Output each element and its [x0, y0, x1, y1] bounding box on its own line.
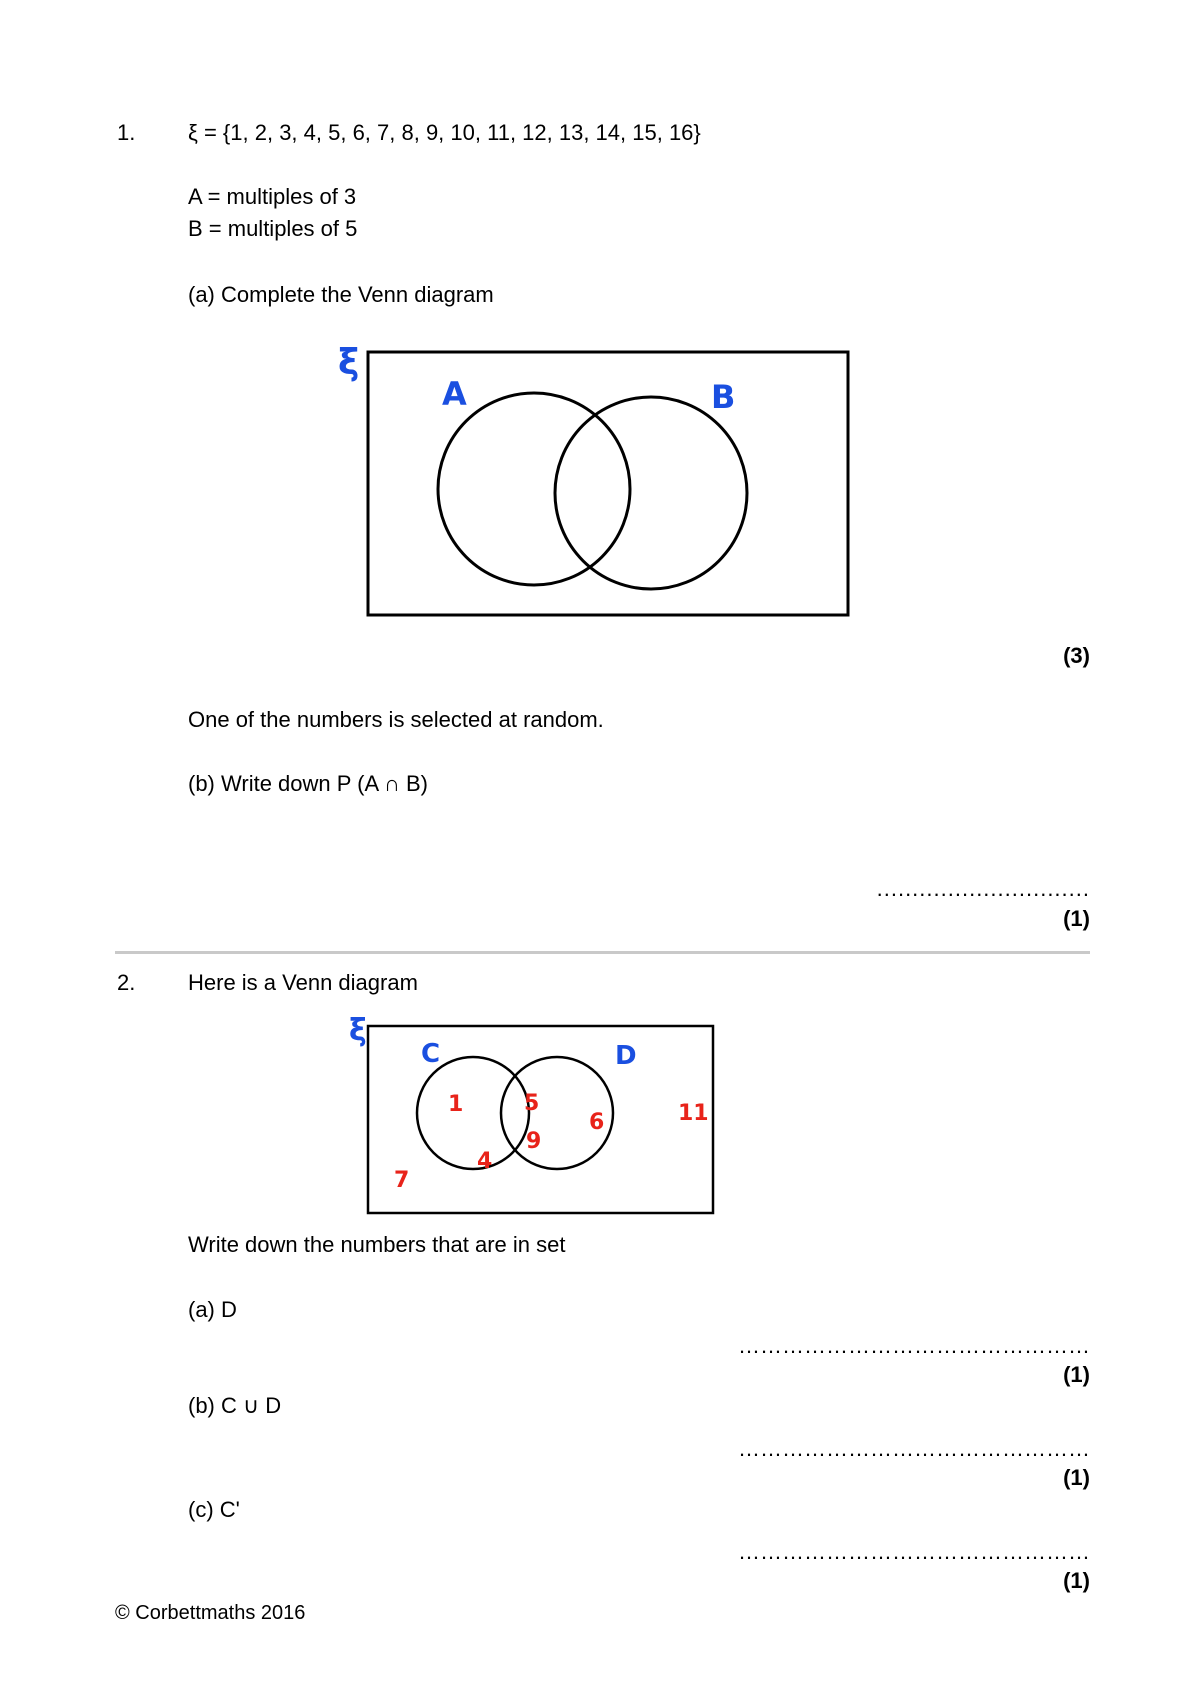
venn-2-c-only-4: 4	[477, 1149, 493, 1174]
question-2b-answer-line[interactable]: …………………………………………	[738, 1436, 1090, 1461]
venn-1-universal-box	[368, 352, 848, 615]
random-selection-text: One of the numbers is selected at random.	[188, 707, 604, 732]
question-2a-marks: (1)	[1063, 1362, 1090, 1387]
venn-2-circle-c	[417, 1057, 529, 1169]
question-1b-prompt: (b) Write down P (A ∩ B)	[188, 771, 428, 796]
venn-2-intersection-9: 9	[526, 1129, 542, 1154]
venn-2-universal-box	[368, 1026, 713, 1213]
venn-1-label-a: A	[442, 375, 467, 413]
question-divider	[115, 951, 1090, 954]
venn-1-xi-label: ξ	[338, 342, 360, 383]
question-1a-marks: (3)	[1063, 643, 1090, 668]
question-2c-prompt: (c) C'	[188, 1497, 240, 1522]
question-1-number: 1.	[117, 120, 136, 145]
venn-2-outside-7: 7	[394, 1168, 410, 1193]
question-2-instruction: Write down the numbers that are in set	[188, 1232, 566, 1257]
question-2b-marks: (1)	[1063, 1465, 1090, 1490]
venn-2-outside-11: 11	[678, 1101, 709, 1126]
question-2a-prompt: (a) D	[188, 1297, 237, 1322]
copyright-footer: © Corbettmaths 2016	[115, 1602, 306, 1624]
universal-set-definition: ξ = {1, 2, 3, 4, 5, 6, 7, 8, 9, 10, 11, 12, 13, 14, 15, 16}	[188, 120, 701, 145]
venn-2-d-only-6: 6	[589, 1110, 605, 1135]
venn-2-label-d: D	[615, 1041, 637, 1071]
venn-2-circle-d	[501, 1057, 613, 1169]
question-2b-prompt: (b) C ∪ D	[188, 1393, 282, 1418]
venn-1-label-b: B	[711, 378, 736, 416]
question-2a-answer-line[interactable]: …………………………………………	[738, 1333, 1090, 1358]
question-2c-answer-line[interactable]: …………………………………………	[738, 1539, 1090, 1564]
question-1a-prompt: (a) Complete the Venn diagram	[188, 282, 494, 307]
venn-1-circle-a	[438, 393, 630, 585]
question-1b-answer-line[interactable]: ..............................	[876, 876, 1090, 901]
venn-2-label-c: C	[421, 1039, 441, 1069]
set-a-definition: A = multiples of 3	[188, 184, 357, 209]
venn-1-circle-b	[555, 397, 747, 589]
venn-2-c-only-1: 1	[448, 1092, 464, 1117]
set-b-definition: B = multiples of 5	[188, 216, 358, 241]
question-2-number: 2.	[117, 970, 136, 995]
question-2-intro: Here is a Venn diagram	[188, 970, 418, 995]
venn-2-intersection-5: 5	[524, 1091, 540, 1116]
question-2c-marks: (1)	[1063, 1568, 1090, 1593]
question-1b-marks: (1)	[1063, 906, 1090, 931]
venn-2-xi-label: ξ	[349, 1013, 367, 1048]
